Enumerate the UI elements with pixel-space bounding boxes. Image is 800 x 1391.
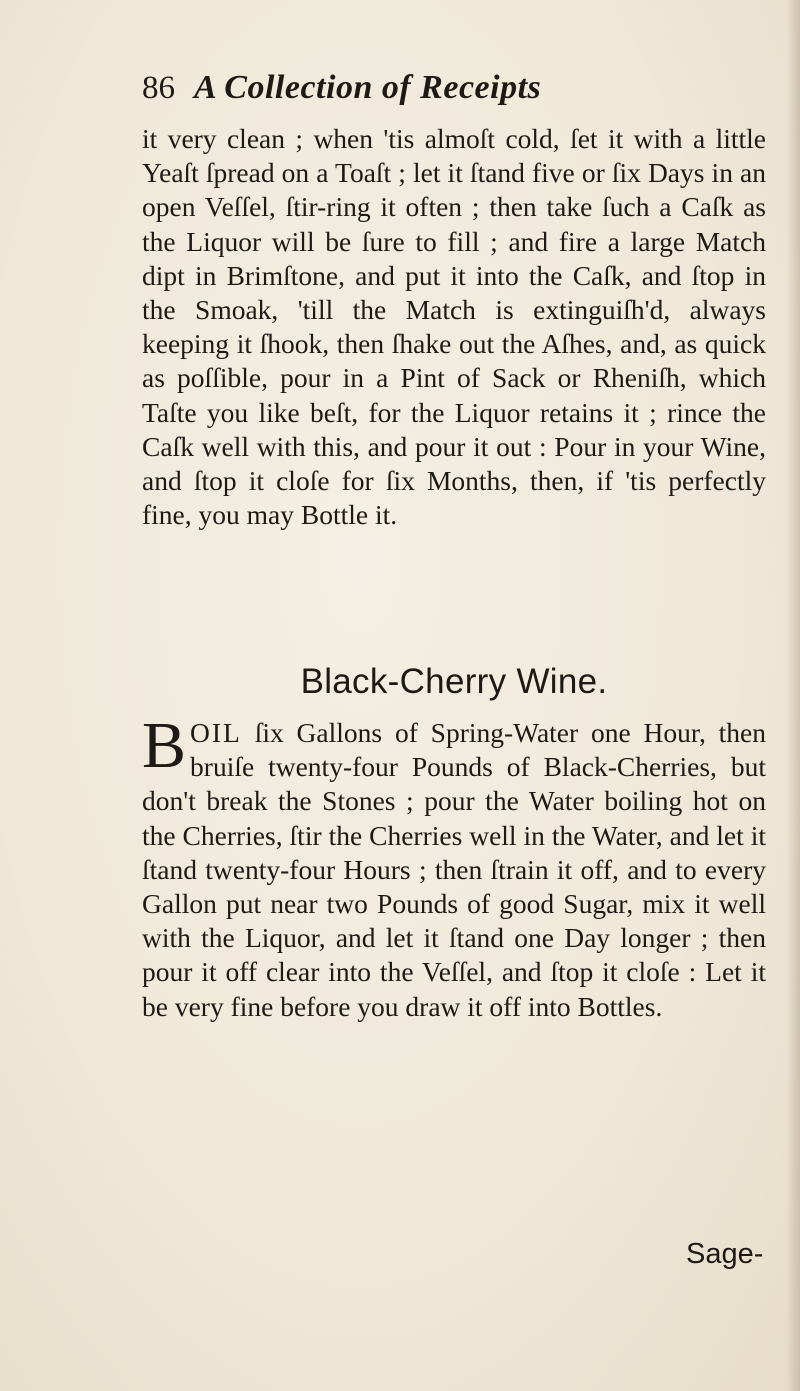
page-header [142, 68, 702, 116]
first-word-rest: OIL [190, 717, 242, 748]
recipe-paragraph [142, 709, 766, 1024]
continued-paragraph [142, 122, 766, 532]
paragraph-text: it very clean ; when 'tis almoſt cold, ſet it with a little Yeaſt ſpread on a Toaſt ; let it ſtand five or ſix Days in an open Veſſel, ſtir-ring it often ; then take ſuch a Caſk as the Liquor will be ſure to fill ; and fire a large Match dipt in Brimſtone, and put it into the Caſk, and ſtop in the Smoak, 'till the Match is extinguiſh'd, always keeping it ſhook, then ſhake out the Aſhes, and, as quick as poſſible, pour in a Pint of Sack or Rheniſh, which Taſte you like beſt, for the Liquor retains it ; rince the Caſk well with this, and pour it out : Pour in your Wine, and ſtop it cloſe for ſix Months, then, if 'tis perfectly fine, you may Bottle it. [142, 123, 766, 531]
recipe-body: ſix Gallons of Spring-Water one Hour, then bruiſe twenty-four Pounds of Black-Cherries, but don't break the Stones ; pour the Water boiling hot on the Cherries, ſtir the Cherries well in the Water, and let it ſtand twenty-four Hours ; then ſtrain it off, and to every Gallon put near two Pounds of good Sugar, mix it well with the Liquor, and let it ſtand one Day longer ; then pour it off clear into the Veſſel, and ſtop it cloſe : Let it be very fine before you draw it off into Bottles. [142, 717, 766, 1022]
running-title: A Collection of Receipts [194, 69, 542, 106]
drop-cap: B [142, 709, 187, 782]
page-edge-shadow [786, 0, 800, 1391]
catchword: Sage- [686, 1238, 764, 1270]
section-heading: Black-Cherry Wine. [300, 662, 608, 701]
page-number: 86 [142, 70, 175, 106]
